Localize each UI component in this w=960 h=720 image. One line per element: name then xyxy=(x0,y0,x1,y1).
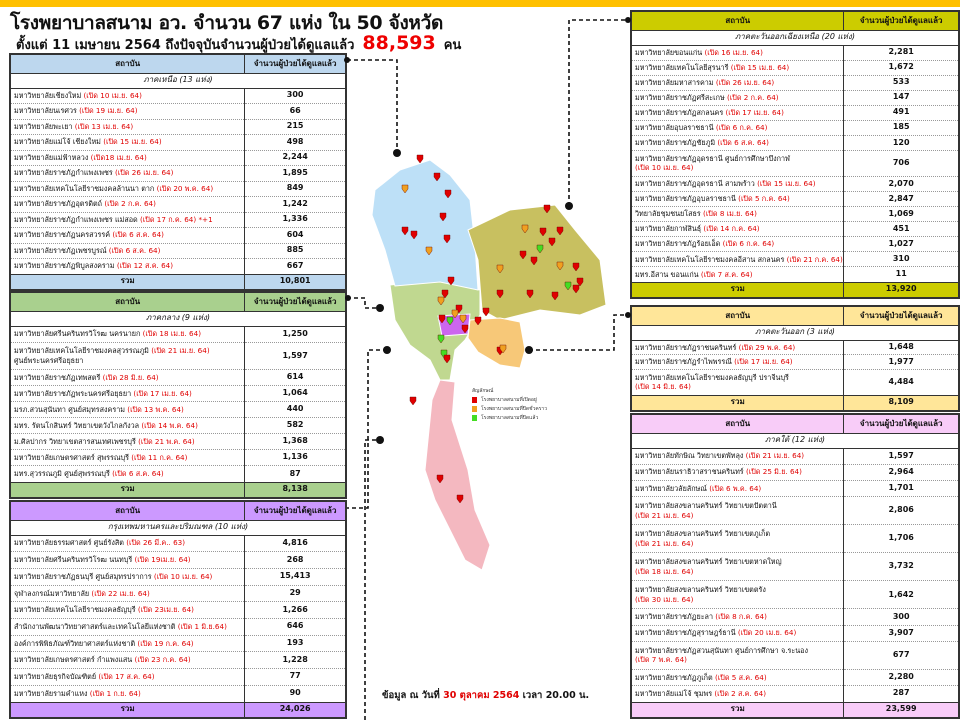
patient-count: 604 xyxy=(245,228,345,244)
opened-date: (เปิด 15 เม.ย. 64) xyxy=(103,137,162,147)
total-value: 10,801 xyxy=(245,274,345,289)
note-date: 30 ตุลาคม 2564 xyxy=(443,690,520,701)
opened-date: (เปิด 22 เม.ย. 64) xyxy=(91,588,150,598)
institution-name: มหาวิทยาลัยอุบลราชธานี xyxy=(635,122,716,132)
institution-name: มหาวิทยาลัยศรีนครินทรวิโรฒ นนทบุรี xyxy=(14,555,135,565)
institution-name: มหาวิทยาลัยธุรกิจบัณฑิตย์ xyxy=(14,671,99,681)
connector-northeast xyxy=(569,20,628,206)
opened-date: (เปิด 20 เม.ย. 64) xyxy=(737,628,797,638)
total-patients: 88,593 xyxy=(362,32,436,54)
opened-date: (เปิด 21 พ.ค. 64) xyxy=(138,436,195,446)
patient-count: 533 xyxy=(844,75,958,90)
opened-date: (เปิด 29 พ.ค. 64) xyxy=(738,342,796,352)
patient-count: 2,281 xyxy=(844,45,958,60)
total-value: 8,138 xyxy=(245,482,345,497)
opened-date: (เปิด 18 เม.ย. 64) xyxy=(635,566,694,576)
opened-date: (เปิด 1 มิ.ย.64) xyxy=(177,621,227,631)
opened-date: (เปิด 13 พ.ค. 64) xyxy=(127,404,184,414)
patient-count: 1,250 xyxy=(245,326,345,342)
opened-date: (เปิด 8 ก.ค. 64) xyxy=(715,612,767,622)
patient-count: 1,228 xyxy=(245,652,345,669)
pin-icon xyxy=(472,406,477,412)
column-header-institution: สถาบัน xyxy=(11,502,245,520)
patient-count: 77 xyxy=(245,669,345,686)
patient-count: 3,732 xyxy=(844,553,958,581)
opened-date: (เปิด 12 ส.ค. 64) xyxy=(116,261,174,271)
patient-count: 15,413 xyxy=(245,568,345,585)
patient-count: 1,064 xyxy=(245,386,345,402)
opened-date: (เปิด 20 พ.ค. 64) xyxy=(156,183,214,193)
patient-count: 66 xyxy=(245,104,345,120)
opened-date: (เปิด 5 ส.ค. 64) xyxy=(715,672,767,682)
total-value: 24,026 xyxy=(245,702,345,717)
total-value: 13,920 xyxy=(844,282,958,297)
institution-name: มหาวิทยาลัยราชภัฏสวนสุนันทา ศูนย์การศึกษา จ.ระนอง xyxy=(635,645,808,655)
opened-date: (เปิด 25 มิ.ย. 64) xyxy=(745,467,802,477)
patient-count: 1,895 xyxy=(245,166,345,182)
opened-date: (เปิด 21 เม.ย. 64) xyxy=(151,346,210,356)
institution-name: มหาวิทยาลัยราชภัฏอุตรดิตถ์ xyxy=(14,199,105,209)
institution-name: สำนักงานพัฒนาวิทยาศาสตร์และเทคโนโลยีแห่งชาติ xyxy=(14,621,178,631)
institution-name: มหาวิทยาลัยราชภัฏอุดรธานี ศูนย์การศึกษาบึงกาฬ xyxy=(635,153,790,163)
opened-date: (เปิด 19 เม.ย. 64) xyxy=(79,106,138,116)
patient-count: 1,701 xyxy=(844,480,958,496)
institution-name: มหาวิทยาลัยราชภัฏอุดรธานี สามพร้าว xyxy=(635,179,758,189)
opened-date: (เปิด 18 เม.ย. 64) xyxy=(142,329,202,339)
hospital-pin-icon xyxy=(483,308,489,316)
patient-count: 849 xyxy=(245,181,345,197)
patient-count: 582 xyxy=(245,418,345,434)
patient-count: 1,336 xyxy=(245,212,345,228)
region-label: ภาคใต้ (12 แห่ง) xyxy=(632,433,958,448)
opened-date: (เปิด 26 เม.ย. 64) xyxy=(114,168,174,178)
institution-name: มหาวิทยาลัยขอนแก่น xyxy=(635,47,705,57)
opened-date: (เปิด 19 ก.ค. 64) xyxy=(137,638,194,648)
total-label: รวม xyxy=(11,274,245,289)
data-as-of-note xyxy=(382,688,589,703)
opened-date: (เปิด18 เม.ย. 64) xyxy=(90,152,147,162)
legend-label: โรงพยาบาลสนามที่เปิดอยู่ xyxy=(481,396,537,403)
patient-count: 2,964 xyxy=(844,464,958,480)
institution-name: มหาวิทยาลัยนเรศวร xyxy=(14,106,80,116)
institution-name: มหาวิทยาลัยเทคโนโลยีสุรนารี xyxy=(635,62,731,72)
opened-date: (เปิด 16 เม.ย. 64) xyxy=(704,47,763,57)
patient-count: 147 xyxy=(844,90,958,105)
legend-item-open xyxy=(472,395,547,404)
hospital-pin-icon xyxy=(417,155,423,163)
institution-name: มหาวิทยาลัยราชภัฏพระนครศรีอยุธยา xyxy=(14,388,134,398)
column-header-institution: สถาบัน xyxy=(632,307,844,325)
opened-date: (เปิด 7 พ.ค. 64) xyxy=(635,655,687,665)
institution-name: มทร.สุวรรณภูมิ ศูนย์สุพรรณบุรี xyxy=(14,469,113,479)
institution-name: มหาวิทยาลัยราชภัฏสกลนคร xyxy=(635,107,726,117)
patient-count: 885 xyxy=(245,243,345,259)
patient-count: 1,242 xyxy=(245,197,345,213)
patient-count: 2,847 xyxy=(844,192,958,207)
institution-name: มหาวิทยาลัยราชภัฏรำไพพรรณี xyxy=(635,357,735,367)
institution-name: มหาวิทยาลัยราชภัฏนครสวรรค์ xyxy=(14,230,113,240)
institution-name: มหาวิทยาลัยมหาสารคาม xyxy=(635,77,716,87)
column-header-patients: จำนวนผู้ป่วยได้ดูแลแล้ว xyxy=(245,293,345,311)
patient-count: 1,597 xyxy=(844,448,958,464)
region-label: ภาคเหนือ (13 แห่ง) xyxy=(11,73,345,88)
opened-date: (เปิด 17 เม.ย. 64) xyxy=(734,357,793,367)
opened-date: (เปิด 17 ส.ค. 64) xyxy=(98,671,155,681)
region-north xyxy=(372,160,478,290)
map-legend xyxy=(472,386,547,422)
patient-count: 2,244 xyxy=(245,150,345,166)
patient-count: 1,027 xyxy=(844,237,958,252)
institution-name: มหาวิทยาลัยรามคำแหง xyxy=(14,688,90,698)
opened-date: (เปิด 23 ก.ค. 64) xyxy=(134,655,191,665)
opened-date: (เปิด 2 ก.ค. 64) xyxy=(727,92,779,102)
opened-date: (เปิด 10 เม.ย. 64) xyxy=(153,571,213,581)
patient-count: 1,706 xyxy=(844,525,958,553)
opened-date: (เปิด 15 เม.ย. 64) xyxy=(730,62,790,72)
patient-count: 1,672 xyxy=(844,60,958,75)
legend-label: โรงพยาบาลสนามที่ปิดชั่วคราว xyxy=(481,405,548,412)
opened-date: (เปิด 14 พ.ค. 64) xyxy=(141,420,198,430)
institution-name: มหาวิทยาลัยทักษิณ วิทยาเขตพัทลุง xyxy=(635,451,746,461)
region-label: ภาคตะวันออกเฉียงเหนือ (20 แห่ง) xyxy=(632,30,958,45)
legend-label: โรงพยาบาลสนามที่ปิดแล้ว xyxy=(481,414,539,421)
total-label: รวม xyxy=(11,702,245,717)
opened-date: (เปิด 1 ก.ย. 64) xyxy=(89,688,141,698)
institution-name: มหาวิทยาลัยศรีนครินทรวิโรฒ นครนายก xyxy=(14,329,143,339)
opened-date: (เปิด 2 ส.ค. 64) xyxy=(714,688,767,698)
pin-icon xyxy=(472,415,477,421)
institution-name: มหาวิทยาลัยราชภัฏราชนครินทร์ xyxy=(635,342,739,352)
opened-date: (เปิด 6 ส.ค. 64) xyxy=(108,245,161,255)
institution-name: องค์การพิพิธภัณฑ์วิทยาศาสตร์แห่งชาติ xyxy=(14,638,138,648)
total-label: รวม xyxy=(11,482,245,497)
region-east xyxy=(468,318,525,368)
institution-name: มหาวิทยาลัยธรรมศาสตร์ ศูนย์รังสิต xyxy=(14,538,127,548)
opened-date: (เปิด 7 ส.ค. 64) xyxy=(700,269,753,279)
patient-count: 1,977 xyxy=(844,355,958,370)
patient-count: 29 xyxy=(245,585,345,602)
institution-name: มหาวิทยาลัยนราธิวาสราชนครินทร์ xyxy=(635,467,746,477)
patient-count: 1,136 xyxy=(245,450,345,466)
institution-name: มหาวิทยาลัยเทคโนโลยีราชมงคลอีสาน สกลนคร xyxy=(635,254,787,264)
institution-name: มหาวิทยาลัยสงขลานครินทร์ วิทยาเขตภูเก็ต xyxy=(635,529,771,539)
connector-north xyxy=(347,60,397,152)
opened-date: (เปิด 21 เม.ย. 64) xyxy=(635,510,694,520)
institution-name: มหาวิทยาลัยราชภัฏศรีสะเกษ xyxy=(635,92,727,102)
opened-date: (เปิด 15 เม.ย. 64) xyxy=(757,179,816,189)
opened-date: (เปิด 23เม.ย. 64) xyxy=(137,605,194,615)
institution-name: วิทยาลัยชุมชนยโสธร xyxy=(635,209,704,219)
institution-name: มหาวิทยาลัยราชภัฏอุบลราชธานี xyxy=(635,194,739,204)
patient-count: 287 xyxy=(844,686,958,702)
patient-count: 614 xyxy=(245,370,345,386)
opened-date: (เปิด 26 เม.ย. 64) xyxy=(715,77,775,87)
institution-name-line2: ศูนย์พระนครศรีอยุธยา xyxy=(14,355,84,365)
region-northeast xyxy=(468,205,606,320)
total-label: รวม xyxy=(632,282,844,297)
column-header-institution: สถาบัน xyxy=(632,415,844,433)
institution-name: มหาวิทยาลัยเชียงใหม่ xyxy=(14,90,84,100)
opened-date: (เปิด 21 เม.ย. 64) xyxy=(635,538,694,548)
connector-bangkok xyxy=(347,350,387,508)
institution-name: มหาวิทยาลัยแม่ฟ้าหลวง xyxy=(14,152,91,162)
patient-count: 11 xyxy=(844,267,958,282)
opened-date: (เปิด 14 ก.ค. 64) xyxy=(703,224,760,234)
patient-count: 1,648 xyxy=(844,340,958,355)
patient-count: 4,816 xyxy=(245,535,345,552)
institution-name: มหาวิทยาลัยราชภัฏสุราษฎร์ธานี xyxy=(635,628,738,638)
legend-item-closed xyxy=(472,413,547,422)
opened-date: (เปิด 8 เม.ย. 64) xyxy=(703,209,757,219)
institution-name: มหาวิทยาลัยราชภัฏยะลา xyxy=(635,612,716,622)
institution-name: มหาวิทยาลัยกาฬสินธุ์ xyxy=(635,224,704,234)
institution-name: มหาวิทยาลัยเทคโนโลยีราชมงคลล้านนา ตาก xyxy=(14,183,157,193)
patient-count: 90 xyxy=(245,685,345,702)
institution-name: มหาวิทยาลัยราชภัฏเทพสตรี xyxy=(14,372,103,382)
institution-name: มหาวิทยาลัยราชภัฏชัยภูมิ xyxy=(635,138,718,148)
unit-label: คน xyxy=(443,38,462,53)
opened-date: (เปิด 17 เม.ย. 64) xyxy=(725,107,784,117)
opened-date: (เปิด 21 ก.ค. 64) xyxy=(786,254,843,264)
patient-count: 300 xyxy=(245,88,345,104)
column-header-patients: จำนวนผู้ป่วยได้ดูแลแล้ว xyxy=(245,502,345,520)
column-header-patients: จำนวนผู้ป่วยได้ดูแลแล้ว xyxy=(245,55,345,73)
region-label: กรุงเทพมหานครและปริมณฑล (10 แห่ง) xyxy=(11,520,345,535)
region-label: ภาคตะวันออก (3 แห่ง) xyxy=(632,325,958,340)
institution-name: มหาวิทยาลัยราชภัฏธนบุรี ศูนย์สมุทรปราการ xyxy=(14,571,154,581)
institution-name: มหาวิทยาลัยเทคโนโลยีราชมงคลธัญบุรี ปราจีนบุรี xyxy=(635,372,789,382)
opened-date: (เปิด 6 ส.ค. 64) xyxy=(112,230,164,240)
institution-name: มหาวิทยาลัยราชภัฏภูเก็ต xyxy=(635,672,715,682)
connector-lines xyxy=(347,20,628,720)
patient-count: 2,806 xyxy=(844,497,958,525)
institution-name: จุฬาลงกรณ์มหาวิทยาลัย xyxy=(14,588,92,598)
patient-count: 677 xyxy=(844,641,958,669)
patient-count: 87 xyxy=(245,466,345,482)
opened-date: (เปิด 14 มิ.ย. 64) xyxy=(635,382,691,392)
patient-count: 2,070 xyxy=(844,177,958,192)
institution-name: มหาวิทยาลัยวลัยลักษณ์ xyxy=(635,483,710,493)
patient-count: 491 xyxy=(844,105,958,120)
institution-name: มหาวิทยาลัยราชภัฏพิบูลสงคราม xyxy=(14,261,117,271)
column-header-institution: สถาบัน xyxy=(11,55,245,73)
patient-count: 1,642 xyxy=(844,581,958,609)
patient-count: 706 xyxy=(844,150,958,176)
institution-name: มหาวิทยาลัยเทคโนโลยีราชมงคลธัญบุรี xyxy=(14,605,138,615)
patient-count: 120 xyxy=(844,135,958,150)
patient-count: 1,069 xyxy=(844,207,958,222)
column-header-patients: จำนวนผู้ป่วยได้ดูแลแล้ว xyxy=(844,307,958,325)
legend-title: สัญลักษณ์ xyxy=(472,387,494,394)
patient-count: 268 xyxy=(245,552,345,569)
connector-east xyxy=(529,315,628,350)
institution-name: มรภ.สวนสุนันทา ศูนย์สมุทรสงคราม xyxy=(14,404,128,414)
institution-name: มหาวิทยาลัยเทคโนโลยีราชมงคลสุวรรณภูมิ xyxy=(14,346,152,356)
opened-date: (เปิด 2 ก.ค. 64) xyxy=(104,199,156,209)
opened-date: (เปิด 6 ก.ค. 64) xyxy=(715,122,768,132)
patient-count: 667 xyxy=(245,259,345,275)
institution-name: มหาวิทยาลัยพะเยา xyxy=(14,121,75,131)
patient-count: 300 xyxy=(844,609,958,625)
institution-name: มหาวิทยาลัยสงขลานครินทร์ วิทยาเขตปัตตานี xyxy=(635,500,777,510)
pin-icon xyxy=(472,397,477,403)
institution-name: มหาวิทยาลัยสงขลานครินทร์ วิทยาเขตหาดใหญ่ xyxy=(635,557,782,567)
opened-date: (เปิด 6 ส.ค. 64) xyxy=(112,469,164,479)
patient-count: 3,907 xyxy=(844,625,958,641)
opened-date: (เปิด 6 พ.ค. 64) xyxy=(709,483,762,493)
column-header-institution: สถาบัน xyxy=(632,12,844,30)
page-title: โรงพยาบาลสนาม อว. จำนวน 67 แห่ง ใน 50 จังหวัด xyxy=(10,12,444,34)
patient-count: 1,597 xyxy=(245,342,345,370)
institution-name: มหาวิทยาลัยเกษตรศาสตร์ สุพรรณบุรี xyxy=(14,453,132,462)
patient-count: 215 xyxy=(245,119,345,135)
patient-count: 193 xyxy=(245,635,345,652)
opened-date: (เปิด 17 ก.ค. 64) *+1 xyxy=(140,214,213,224)
note-time: เวลา 20.00 น. xyxy=(522,690,590,701)
total-value: 23,599 xyxy=(844,702,958,717)
patient-count: 498 xyxy=(245,135,345,151)
column-header-institution: สถาบัน xyxy=(11,293,245,311)
map-regions xyxy=(372,160,606,570)
institution-name: มหาวิทยาลัยราชภัฏร้อยเอ็ด xyxy=(635,239,723,249)
hospital-pin-icon xyxy=(410,397,416,405)
legend-item-paused xyxy=(472,404,547,413)
opened-date: (เปิด 6 ก.ค. 64) xyxy=(722,239,775,249)
institution-name: มหาวิทยาลัยเกษตรศาสตร์ กำแพงแสน xyxy=(14,655,135,665)
patient-count: 451 xyxy=(844,222,958,237)
region-label: ภาคกลาง (9 แห่ง) xyxy=(11,311,345,326)
total-label: รวม xyxy=(632,702,844,717)
institution-name: มหาวิทยาลัยราชภัฏกำแพงเพชร แม่สอด xyxy=(14,214,140,224)
opened-date: (เปิด 5 ก.ค. 64) xyxy=(738,194,790,204)
institution-name: มหาวิทยาลัยแม่โจ้ เชียงใหม่ xyxy=(14,137,104,147)
opened-date: (เปิด 17 เม.ย. 64) xyxy=(133,388,192,398)
opened-date: (เปิด 10 เม.ย. 64) xyxy=(83,90,142,100)
total-value: 8,109 xyxy=(844,395,958,410)
total-label: รวม xyxy=(632,395,844,410)
institution-name: มหาวิทยาลัยสงขลานครินทร์ วิทยาเขตตรัง xyxy=(635,585,766,595)
subtitle-text: ตั้งแต่ 11 เมษายน 2564 ถึงปัจจุบันจำนวนผู้ป่วยได้ดูแลแล้ว xyxy=(16,38,355,53)
opened-date: (เปิด 11 ก.ค. 64) xyxy=(131,453,188,462)
column-header-patients: จำนวนผู้ป่วยได้ดูแลแล้ว xyxy=(844,12,958,30)
opened-date: (เปิด 19เม.ย. 64) xyxy=(134,555,191,565)
patient-count: 310 xyxy=(844,252,958,267)
institution-name: มหาวิทยาลัยราชภัฏเพชรบูรณ์ xyxy=(14,245,109,255)
institution-name: มทร. รัตนโกสินทร์ วิทยาเขตวังไกลกังวล xyxy=(14,420,142,430)
opened-date: (เปิด 13 เม.ย. 64) xyxy=(74,121,134,131)
opened-date: (เปิด 26 มี.ค.. 63) xyxy=(126,538,186,548)
note-prefix: ข้อมูล ณ วันที่ xyxy=(382,690,440,701)
patient-count: 646 xyxy=(245,618,345,635)
connector-central xyxy=(347,298,380,308)
column-header-patients: จำนวนผู้ป่วยได้ดูแลแล้ว xyxy=(844,415,958,433)
patient-count: 4,484 xyxy=(844,369,958,395)
patient-count: 185 xyxy=(844,120,958,135)
institution-name: มหาวิทยาลัยแม่โจ้ ชุมพร xyxy=(635,688,715,698)
opened-date: (เปิด 30 เม.ย. 64) xyxy=(635,594,694,604)
patient-count: 1,368 xyxy=(245,434,345,450)
institution-name: ม.ศิลปากร วิทยาเขตสารสนเทศเพชรบุรี xyxy=(14,436,139,446)
institution-name: มหาวิทยาลัยราชภัฏกำแพงเพชร xyxy=(14,168,115,178)
institution-name: มทร.อีสาน ขอนแก่น xyxy=(635,269,701,279)
patient-count: 1,266 xyxy=(245,602,345,619)
patient-count: 440 xyxy=(245,402,345,418)
patient-count: 2,280 xyxy=(844,669,958,685)
opened-date: (เปิด 21 เม.ย. 64) xyxy=(745,451,805,461)
opened-date: (เปิด 10 เม.ย. 64) xyxy=(635,163,694,173)
opened-date: (เปิด 6 ส.ค. 64) xyxy=(717,138,769,148)
opened-date: (เปิด 28 มิ.ย. 64) xyxy=(102,372,159,382)
